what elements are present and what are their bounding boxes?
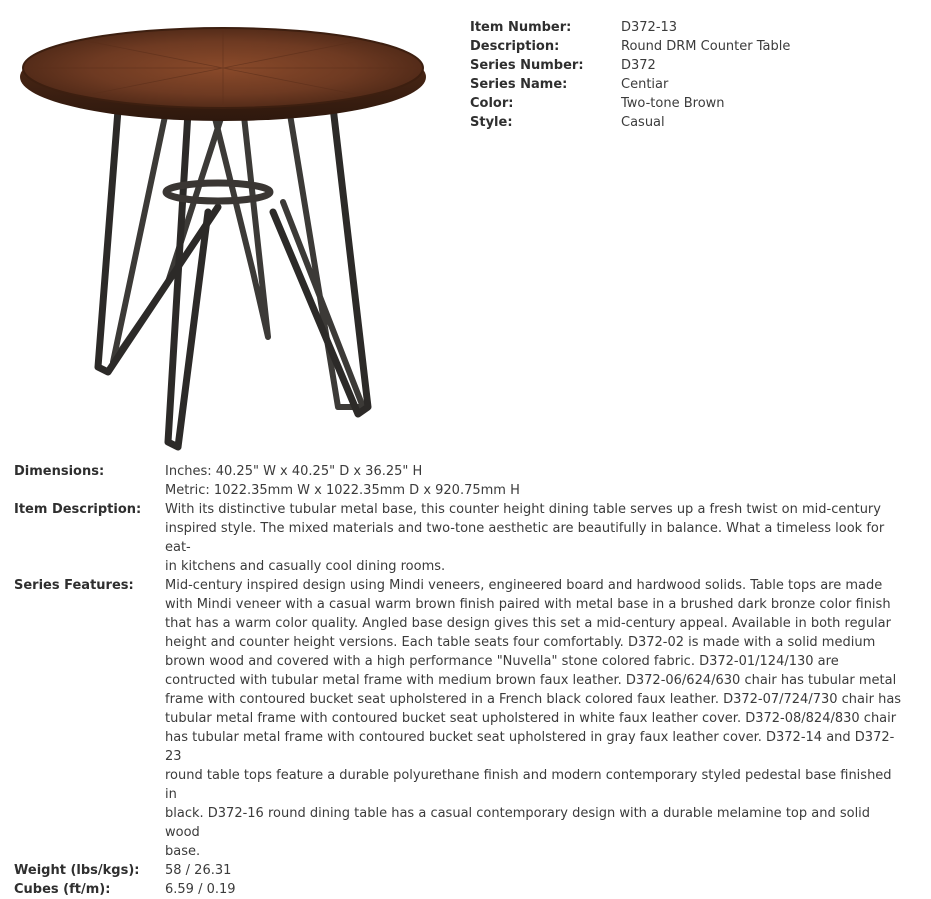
weight-label: Weight (lbs/kgs):	[14, 863, 140, 878]
item-description-row	[14, 500, 904, 576]
text-line: tubular metal frame with contoured bucket seat upholstered in white faux leather cover. D372-08/824/830 chair	[165, 711, 897, 726]
spec-label: Series Number:	[470, 58, 584, 73]
text-line: round table tops feature a durable polyurethane finish and modern contemporary styled pedestal base finished in	[165, 768, 892, 802]
spec-label: Item Number:	[470, 20, 572, 35]
text-line: frame with contoured bucket seat upholstered in a French black colored faux leather. D372-07/724/730 chair has	[165, 692, 902, 707]
dimensions-row	[14, 462, 904, 500]
text-line: that has a warm color quality. Angled base design gives this set a mid-century appeal. Available in both regular	[165, 616, 891, 631]
text-line: inspired style. The mixed materials and two-tone aesthetic are beautifully in balance. What a timeless look for eat-	[165, 521, 885, 555]
cubes-row	[14, 880, 904, 899]
spec-row-item-number	[470, 18, 790, 37]
item-description-text	[165, 500, 904, 576]
text-line: with Mindi veneer with a casual warm brown finish paired with metal base in a brushed dark bronze color finish	[165, 597, 891, 612]
spec-value: Round DRM Counter Table	[621, 39, 791, 54]
spec-label: Description:	[470, 39, 560, 54]
text-line: contructed with tubular metal frame with medium brown faux leather. D372-06/624/630 chair has tubular metal	[165, 673, 897, 688]
text-line: has tubular metal frame with contoured bucket seat upholstered in gray faux leather cover. D372-14 and D372-23	[165, 730, 895, 764]
dimensions-inches: Inches: 40.25" W x 40.25" D x 36.25" H	[165, 464, 423, 479]
spec-value: D372	[621, 58, 656, 73]
series-features-row	[14, 576, 904, 861]
weight-row	[14, 861, 904, 880]
dimensions-metric: Metric: 1022.35mm W x 1022.35mm D x 920.75mm H	[165, 483, 520, 498]
text-line: With its distinctive tubular metal base, this counter height dining table serves up a fresh twist on mid-century	[165, 502, 881, 517]
spec-value: D372-13	[621, 20, 678, 35]
text-line: height and counter height versions. Each table seats four comfortably. D372-02 is made with a solid medium	[165, 635, 876, 650]
spec-label: Color:	[470, 96, 514, 111]
text-line: black. D372-16 round dining table has a casual contemporary design with a durable melamine top and solid wood	[165, 806, 871, 840]
spec-label: Series Name:	[470, 77, 568, 92]
spec-table	[470, 18, 790, 132]
spec-value: Casual	[621, 115, 665, 130]
item-description-label: Item Description:	[14, 502, 142, 517]
text-line: brown wood and covered with a high performance "Nuvella" stone colored fabric. D372-01/124/130 are	[165, 654, 839, 669]
spec-value: Centiar	[621, 77, 669, 92]
text-line: in kitchens and casually cool dining rooms.	[165, 559, 446, 574]
spec-row-description	[470, 37, 790, 56]
text-line: Mid-century inspired design using Mindi veneers, engineered board and hardwood solids. Table tops are made	[165, 578, 883, 593]
spec-row-style	[470, 113, 790, 132]
spec-row-series-number	[470, 56, 790, 75]
details-section	[14, 462, 904, 899]
cubes-label: Cubes (ft/m):	[14, 882, 111, 897]
text-line: base.	[165, 844, 201, 859]
spec-label: Style:	[470, 115, 513, 130]
series-features-label: Series Features:	[14, 578, 134, 593]
spec-row-series-name	[470, 75, 790, 94]
spec-value: Two-tone Brown	[621, 96, 725, 111]
cubes-value: 6.59 / 0.19	[165, 882, 236, 897]
series-features-text	[165, 576, 904, 861]
dimensions-label: Dimensions:	[14, 464, 105, 479]
product-image	[18, 22, 438, 454]
spec-row-color	[470, 94, 790, 113]
dimensions-value	[165, 462, 904, 500]
weight-value: 58 / 26.31	[165, 863, 232, 878]
